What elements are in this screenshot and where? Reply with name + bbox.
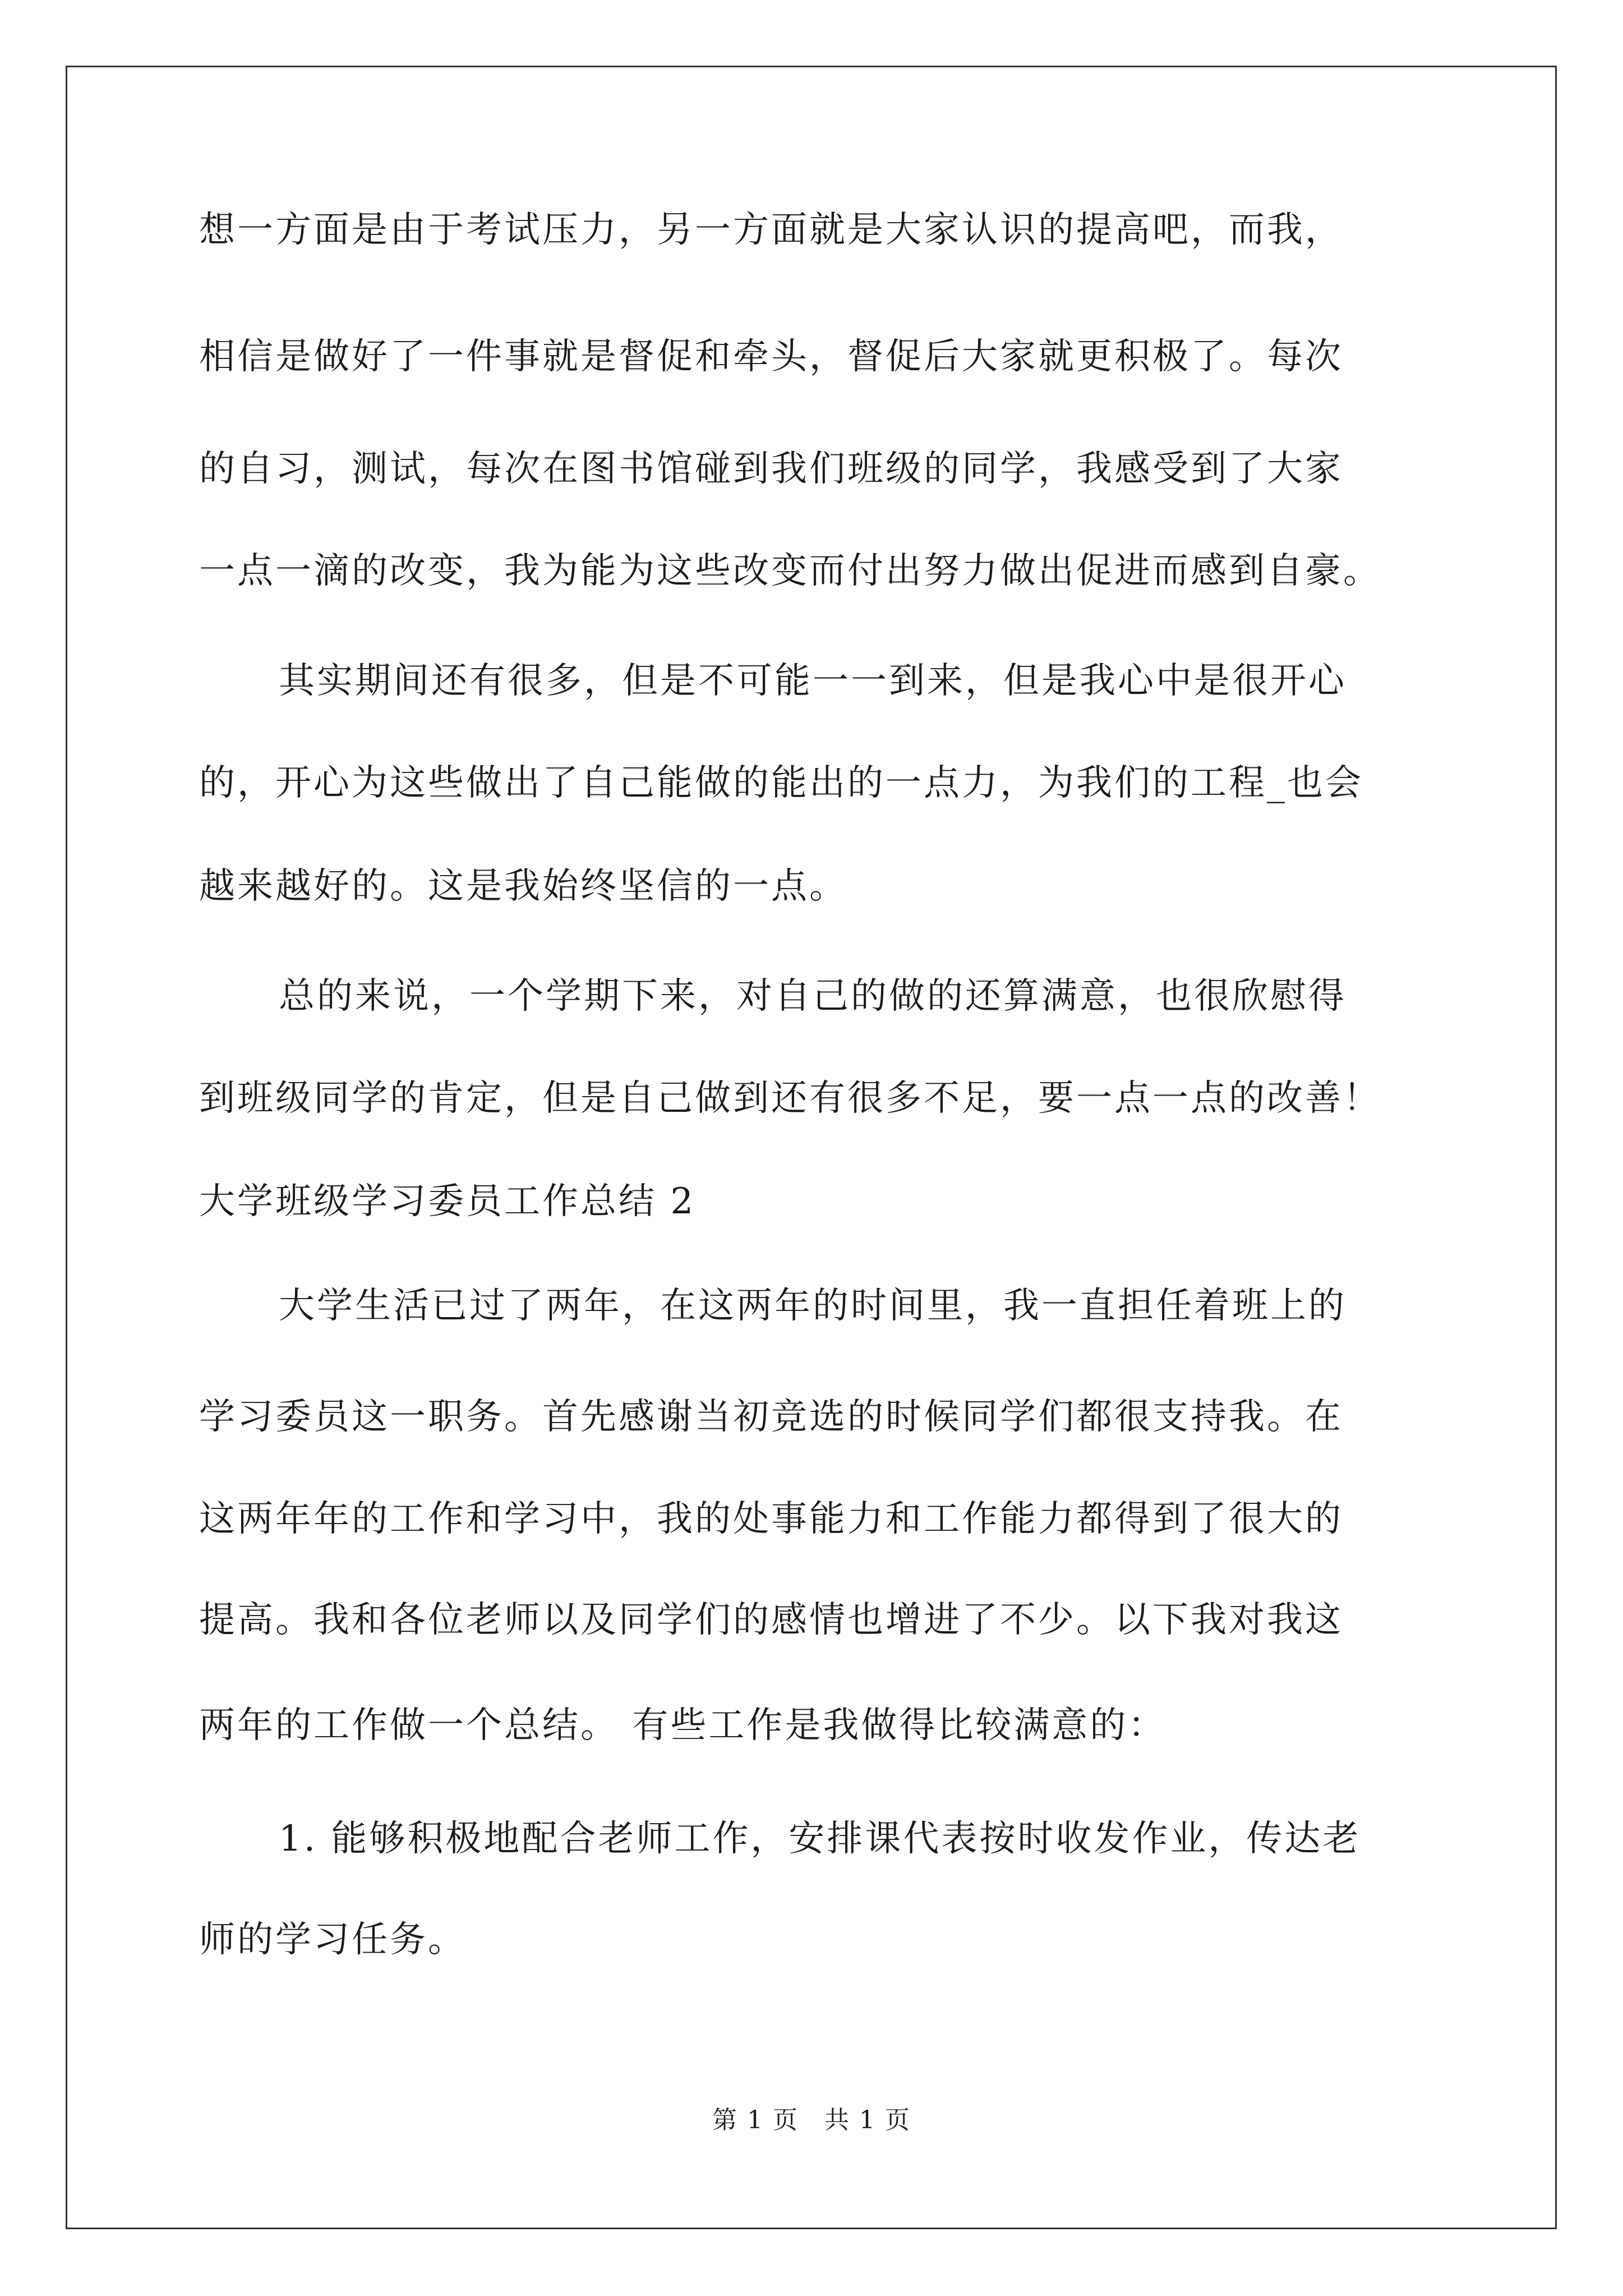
text-line: 的自习，测试，每次在图书馆碰到我们班级的同学，我感受到了大家: [199, 448, 1343, 490]
text-line: 师的学习任务。: [199, 1919, 466, 1961]
text-line: 总的来说，一个学期下来，对自己的做的还算满意，也很欣慰得: [279, 976, 1347, 1017]
text-line: 的，开心为这些做出了自己能做的能出的一点力，为我们的工程_也会: [199, 762, 1363, 804]
text-line: 学习委员这一职务。首先感谢当初竞选的时候同学们都很支持我。在: [199, 1396, 1343, 1438]
page-number: 第 1 页 共 1 页: [712, 2106, 911, 2134]
text-line: 一点一滴的改变，我为能为这些改变而付出努力做出促进而感到自豪。: [199, 550, 1381, 592]
text-line: 大学生活已过了两年，在这两年的时间里，我一直担任着班上的: [279, 1285, 1347, 1327]
text-line: 越来越好的。这是我始终坚信的一点。: [199, 866, 847, 907]
section-heading: 大学班级学习委员工作总结 2: [199, 1181, 696, 1222]
text-line: 两年的工作做一个总结。 有些工作是我做得比较满意的：: [199, 1705, 1166, 1746]
text-line: 到班级同学的肯定，但是自己做到还有很多不足，要一点一点的改善！: [199, 1078, 1381, 1119]
text-line: 其实期间还有很多，但是不可能一一到来，但是我心中是很开心: [279, 660, 1347, 702]
text-line: 相信是做好了一件事就是督促和牵头，督促后大家就更积极了。每次: [199, 336, 1343, 378]
text-line: 想一方面是由于考试压力，另一方面就是大家认识的提高吧，而我，: [199, 209, 1343, 251]
text-line: 这两年年的工作和学习中，我的处事能力和工作能力都得到了很大的: [199, 1498, 1343, 1540]
page-border: [66, 66, 1557, 2229]
text-line: 1. 能够积极地配合老师工作，安排课代表按时收发作业，传达老: [279, 1818, 1361, 1860]
text-line: 提高。我和各位老师以及同学们的感情也增进了不少。以下我对我这: [199, 1599, 1343, 1641]
